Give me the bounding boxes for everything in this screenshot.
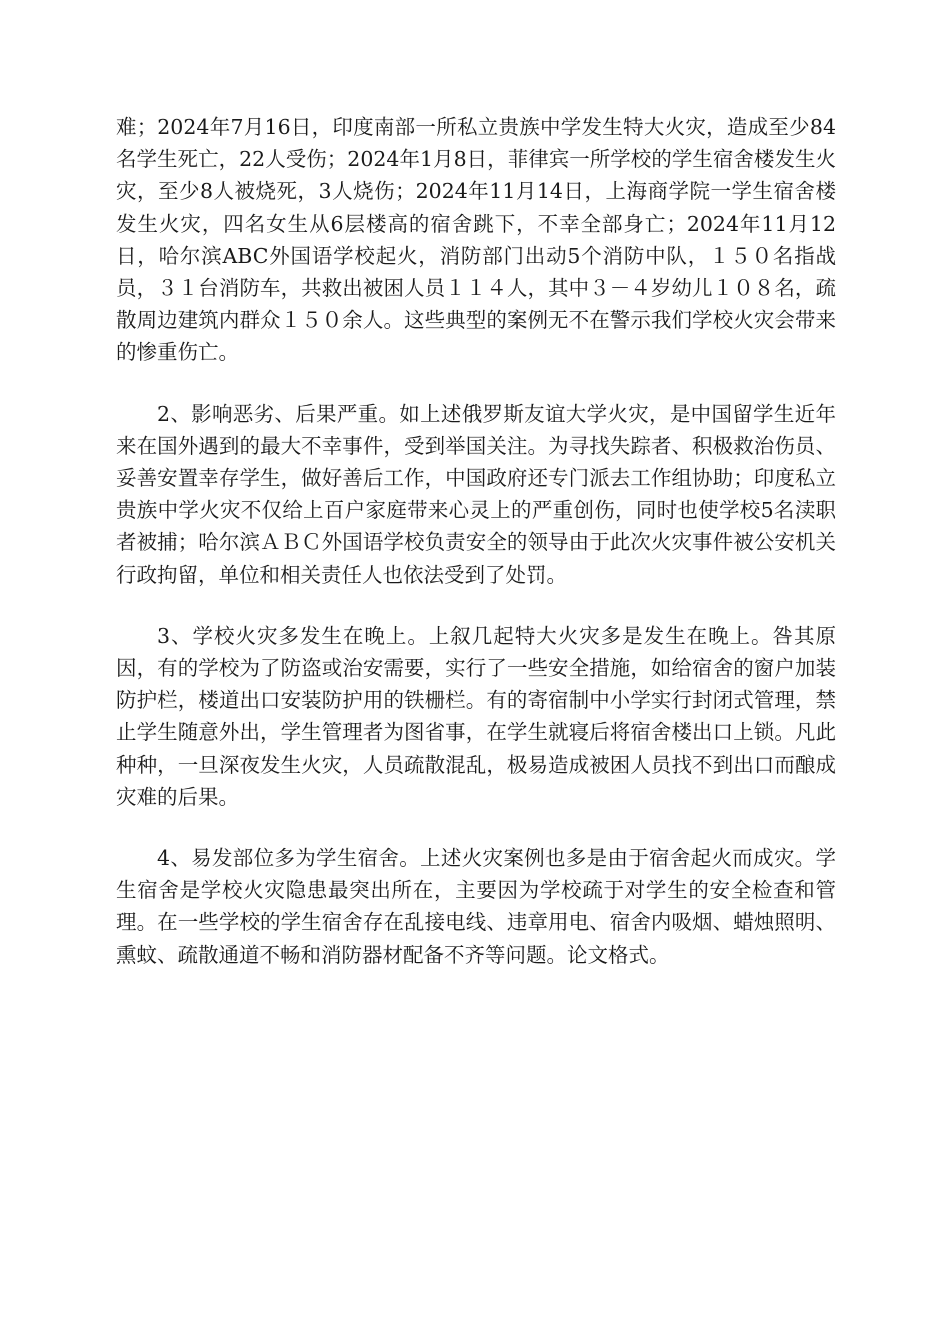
paragraph-severe-consequences: 2、影响恶劣、后果严重。如上述俄罗斯友谊大学火灾，是中国留学生近年来在国外遇到的最大不幸事件，受到举国关注。为寻找失踪者、积极救治伤员、妥善安置幸存学生，做好善后工作，中国政府还专门派去工作组协助；印度私立贵族中学火灾不仅给上百户家庭带来心灵上的严重创伤，同时也使学校5名渎职者被捕；哈尔滨ＡＢＣ外国语学校负责安全的领导由于此次火灾事件被公安机关行政拘留，单位和相关责任人也依法受到了处罚。 xyxy=(116,401,836,587)
paragraph-night-fires: 3、学校火灾多发生在晚上。上叙几起特大火灾多是发生在晚上。咎其原因，有的学校为了防盗或治安需要，实行了一些安全措施，如给宿舍的窗户加装防护栏，楼道出口安装防护用的铁栅栏。有的寄宿制中小学实行封闭式管理，禁止学生随意外出，学生管理者为图省事，在学生就寝后将宿舍楼出口上锁。凡此种种，一旦深夜发生火灾，人员疏散混乱，极易造成被困人员找不到出口而酿成灾难的后果。 xyxy=(116,623,836,809)
document-body xyxy=(116,111,836,1000)
paragraph-dormitory-fires: 4、易发部位多为学生宿舍。上述火灾案例也多是由于宿舍起火而成灾。学生宿舍是学校火灾隐患最突出所在，主要因为学校疏于对学生的安全检查和管理。在一些学校的学生宿舍存在乱接电线、违章用电、宿舍内吸烟、蜡烛照明、熏蚊、疏散通道不畅和消防器材配备不齐等问题。论文格式。 xyxy=(116,846,836,967)
paragraph-casualty-cases: 难；2024年7月16日，印度南部一所私立贵族中学发生特大火灾，造成至少84名学生死亡，22人受伤；2024年1月8日，菲律宾一所学校的学生宿舍楼发生火灾，至少8人被烧死，3人烧伤；2024年11月14日，上海商学院一学生宿舍楼发生火灾，四名女生从6层楼高的宿舍跳下，不幸全部身亡；2024年11月12日，哈尔滨ABC外国语学校起火，消防部门出动5个消防中队，１５０名指战员，３１台消防车，共救出被困人员１１４人，其中３－４岁幼儿１０８名，疏散周边建筑内群众１５０余人。这些典型的案例无不在警示我们学校火灾会带来的惨重伤亡。 xyxy=(116,115,836,365)
